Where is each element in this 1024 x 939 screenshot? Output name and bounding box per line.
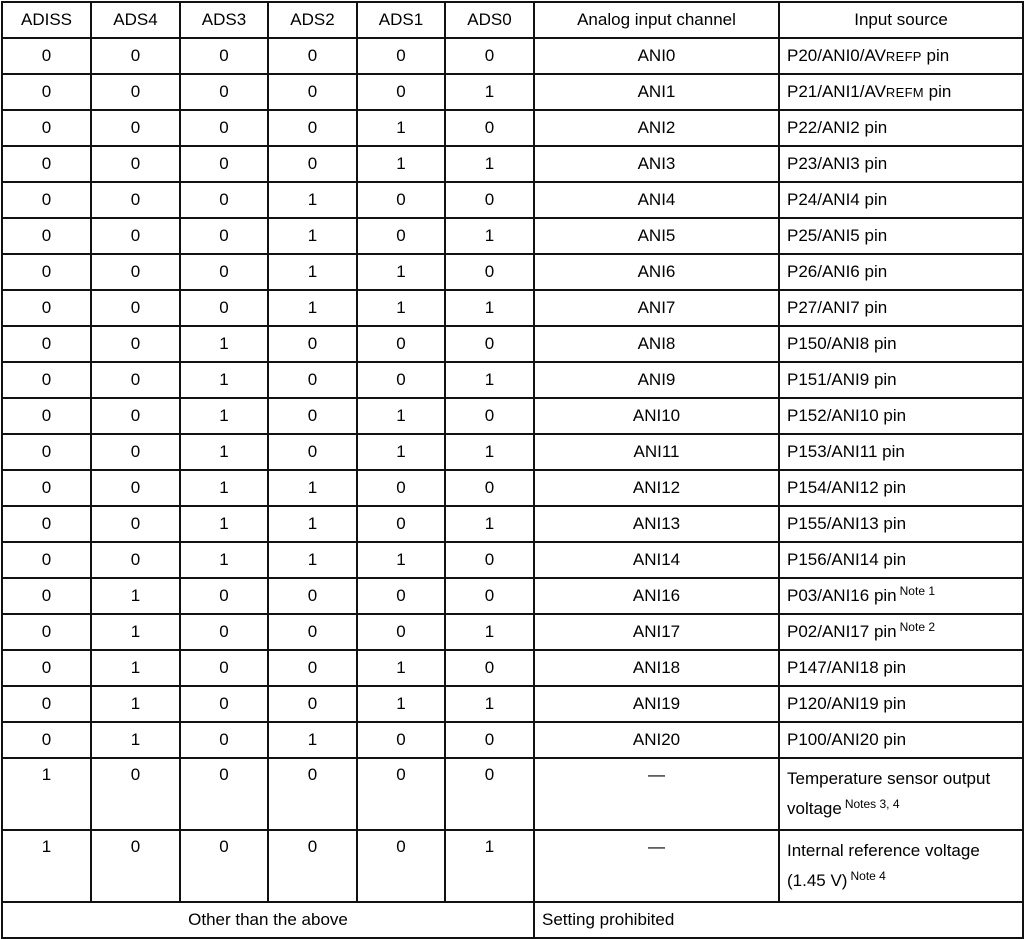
input-source-subscript-text: REFM xyxy=(885,85,924,100)
input-source-text: P20/ANI0/AV xyxy=(787,46,886,65)
bit-cell: 0 xyxy=(91,38,180,74)
input-source-cell xyxy=(779,182,1023,218)
bit-cell: 1 xyxy=(180,326,268,362)
bit-cell: 0 xyxy=(91,434,180,470)
input-source-cell xyxy=(779,398,1023,434)
input-source-text: P03/ANI16 pin xyxy=(787,586,897,605)
bit-cell: 1 xyxy=(357,434,445,470)
table-row xyxy=(2,38,1023,74)
input-source-text: P27/ANI7 pin xyxy=(787,298,888,317)
bit-cell: 1 xyxy=(268,218,357,254)
table-row xyxy=(2,254,1023,290)
channel-cell: — xyxy=(534,758,779,830)
table-row xyxy=(2,146,1023,182)
table-row xyxy=(2,110,1023,146)
header-analog-input-channel: Analog input channel xyxy=(534,2,779,38)
bit-cell: 1 xyxy=(180,470,268,506)
bit-cell: 1 xyxy=(91,650,180,686)
bit-cell: 0 xyxy=(180,290,268,326)
bit-cell: 0 xyxy=(2,74,91,110)
bit-cell: 0 xyxy=(268,38,357,74)
input-source-text: P154/ANI12 pin xyxy=(787,478,907,497)
bit-cell: 0 xyxy=(445,182,534,218)
bit-cell: 0 xyxy=(268,830,357,902)
channel-cell: ANI8 xyxy=(534,326,779,362)
bit-cell: 0 xyxy=(91,254,180,290)
bit-cell: 0 xyxy=(180,830,268,902)
table-row xyxy=(2,614,1023,650)
input-source-text: Temperature sensor output voltage xyxy=(787,769,991,818)
table-row xyxy=(2,722,1023,758)
input-source-cell xyxy=(779,434,1023,470)
input-source-text: P152/ANI10 pin xyxy=(787,406,907,425)
input-source-cell xyxy=(779,254,1023,290)
bit-cell: 0 xyxy=(91,830,180,902)
table-row xyxy=(2,650,1023,686)
bit-cell: 0 xyxy=(357,74,445,110)
bit-cell: 0 xyxy=(2,722,91,758)
bit-cell: 1 xyxy=(268,722,357,758)
table-row xyxy=(2,218,1023,254)
table-row xyxy=(2,506,1023,542)
bit-cell: 0 xyxy=(2,290,91,326)
header-ads1: ADS1 xyxy=(357,2,445,38)
header-ads3: ADS3 xyxy=(180,2,268,38)
input-source-suffix-text: pin xyxy=(923,82,952,101)
bit-cell: 1 xyxy=(91,578,180,614)
bit-cell: 0 xyxy=(445,398,534,434)
input-source-text: P02/ANI17 pin xyxy=(787,622,897,641)
header-row xyxy=(2,2,1023,38)
bit-cell: 0 xyxy=(2,506,91,542)
bit-cell: 1 xyxy=(445,830,534,902)
bit-cell: 0 xyxy=(2,182,91,218)
channel-cell: ANI10 xyxy=(534,398,779,434)
bit-cell: 1 xyxy=(357,146,445,182)
bit-cell: 0 xyxy=(357,182,445,218)
bit-cell: 0 xyxy=(268,362,357,398)
bit-cell: 1 xyxy=(268,290,357,326)
bit-cell: 0 xyxy=(180,218,268,254)
input-source-cell xyxy=(779,74,1023,110)
bit-cell: 0 xyxy=(445,542,534,578)
input-source-cell xyxy=(779,578,1023,614)
bit-cell: 0 xyxy=(180,686,268,722)
bit-cell: 0 xyxy=(2,470,91,506)
bit-cell: 0 xyxy=(445,110,534,146)
input-source-text: P150/ANI8 pin xyxy=(787,334,897,353)
input-source-cell xyxy=(779,38,1023,74)
bit-cell: 0 xyxy=(91,74,180,110)
channel-cell: ANI18 xyxy=(534,650,779,686)
bit-cell: 1 xyxy=(357,650,445,686)
input-source-text: P155/ANI13 pin xyxy=(787,514,907,533)
bit-cell: 0 xyxy=(2,614,91,650)
bit-cell: 0 xyxy=(2,686,91,722)
input-source-cell xyxy=(779,290,1023,326)
bit-cell: 1 xyxy=(2,758,91,830)
bit-cell: 0 xyxy=(180,110,268,146)
channel-cell: ANI17 xyxy=(534,614,779,650)
bit-cell: 0 xyxy=(180,38,268,74)
bit-cell: 0 xyxy=(268,146,357,182)
table-row xyxy=(2,326,1023,362)
bit-cell: 1 xyxy=(180,506,268,542)
channel-cell: ANI11 xyxy=(534,434,779,470)
bit-cell: 0 xyxy=(445,470,534,506)
bit-cell: 0 xyxy=(2,362,91,398)
bit-cell: 0 xyxy=(445,722,534,758)
bit-cell: 1 xyxy=(180,434,268,470)
bit-cell: 0 xyxy=(91,146,180,182)
channel-cell: ANI16 xyxy=(534,578,779,614)
bit-cell: 0 xyxy=(2,434,91,470)
bit-cell: 0 xyxy=(2,578,91,614)
bit-cell: 1 xyxy=(357,542,445,578)
bit-cell: 1 xyxy=(268,182,357,218)
table-row xyxy=(2,362,1023,398)
bit-cell: 0 xyxy=(357,578,445,614)
bit-cell: 0 xyxy=(445,254,534,290)
input-source-text: P24/ANI4 pin xyxy=(787,190,888,209)
table-row xyxy=(2,542,1023,578)
table-row xyxy=(2,758,1023,830)
note-reference: Note 4 xyxy=(850,869,886,883)
bit-cell: 0 xyxy=(180,578,268,614)
header-input-source: Input source xyxy=(779,2,1023,38)
bit-cell: 0 xyxy=(268,398,357,434)
bit-cell: 0 xyxy=(91,398,180,434)
channel-cell: ANI2 xyxy=(534,110,779,146)
channel-cell: ANI12 xyxy=(534,470,779,506)
note-reference: Note 2 xyxy=(899,620,935,634)
bit-cell: 1 xyxy=(445,218,534,254)
bit-cell: 1 xyxy=(357,110,445,146)
bit-cell: 0 xyxy=(268,434,357,470)
bit-cell: 0 xyxy=(357,470,445,506)
channel-cell: ANI5 xyxy=(534,218,779,254)
bit-cell: 0 xyxy=(180,74,268,110)
bit-cell: 0 xyxy=(180,758,268,830)
bit-cell: 0 xyxy=(180,254,268,290)
input-source-text: P153/ANI11 pin xyxy=(787,442,905,461)
input-source-text: P26/ANI6 pin xyxy=(787,262,888,281)
table-row xyxy=(2,290,1023,326)
table-row xyxy=(2,182,1023,218)
channel-cell: ANI1 xyxy=(534,74,779,110)
bit-cell: 0 xyxy=(2,398,91,434)
bit-cell: 0 xyxy=(180,722,268,758)
bit-cell: 0 xyxy=(268,614,357,650)
bit-cell: 1 xyxy=(91,686,180,722)
bit-cell: 0 xyxy=(357,614,445,650)
bit-cell: 0 xyxy=(357,218,445,254)
input-source-cell xyxy=(779,650,1023,686)
bit-cell: 0 xyxy=(91,506,180,542)
bit-cell: 0 xyxy=(357,326,445,362)
bit-cell: 0 xyxy=(2,542,91,578)
bit-cell: 0 xyxy=(2,146,91,182)
input-source-text: P23/ANI3 pin xyxy=(787,154,888,173)
bit-cell: 1 xyxy=(357,686,445,722)
input-source-text: P22/ANI2 pin xyxy=(787,118,888,137)
header-adiss: ADISS xyxy=(2,2,91,38)
bit-cell: 1 xyxy=(445,146,534,182)
bit-cell: 0 xyxy=(445,758,534,830)
channel-cell: ANI3 xyxy=(534,146,779,182)
bit-cell: 0 xyxy=(445,326,534,362)
bit-cell: 0 xyxy=(91,182,180,218)
channel-cell: ANI4 xyxy=(534,182,779,218)
bit-cell: 0 xyxy=(357,38,445,74)
bit-cell: 1 xyxy=(180,398,268,434)
input-source-suffix-text: pin xyxy=(921,46,950,65)
bit-cell: 0 xyxy=(357,758,445,830)
bit-cell: 0 xyxy=(2,38,91,74)
bit-cell: 0 xyxy=(2,218,91,254)
bit-cell: 0 xyxy=(91,758,180,830)
bit-cell: 0 xyxy=(2,254,91,290)
input-source-text: P100/ANI20 pin xyxy=(787,730,907,749)
bit-cell: 0 xyxy=(2,650,91,686)
input-source-cell xyxy=(779,110,1023,146)
bit-cell: 0 xyxy=(357,722,445,758)
table-row xyxy=(2,830,1023,902)
table-row xyxy=(2,686,1023,722)
bit-cell: 0 xyxy=(180,146,268,182)
input-source-text: P147/ANI18 pin xyxy=(787,658,907,677)
input-source-subscript-text: REFP xyxy=(885,49,922,64)
channel-cell: ANI7 xyxy=(534,290,779,326)
footer-prohibited-cell: Setting prohibited xyxy=(534,902,1023,938)
bit-cell: 0 xyxy=(180,614,268,650)
bit-cell: 0 xyxy=(91,542,180,578)
channel-cell: ANI19 xyxy=(534,686,779,722)
bit-cell: 1 xyxy=(180,362,268,398)
channel-cell: ANI14 xyxy=(534,542,779,578)
header-ads4: ADS4 xyxy=(91,2,180,38)
channel-cell: — xyxy=(534,830,779,902)
bit-cell: 0 xyxy=(268,326,357,362)
input-source-text: P151/ANI9 pin xyxy=(787,370,897,389)
bit-cell: 1 xyxy=(91,614,180,650)
bit-cell: 0 xyxy=(180,650,268,686)
bit-cell: 0 xyxy=(2,326,91,362)
bit-cell: 1 xyxy=(445,290,534,326)
table-row xyxy=(2,434,1023,470)
footer-row xyxy=(2,902,1023,938)
bit-cell: 0 xyxy=(445,650,534,686)
bit-cell: 0 xyxy=(268,758,357,830)
header-ads0: ADS0 xyxy=(445,2,534,38)
bit-cell: 0 xyxy=(357,830,445,902)
bit-cell: 0 xyxy=(2,110,91,146)
input-source-cell xyxy=(779,542,1023,578)
bit-cell: 1 xyxy=(2,830,91,902)
note-reference: Notes 3, 4 xyxy=(844,797,900,811)
input-source-text: P156/ANI14 pin xyxy=(787,550,907,569)
bit-cell: 1 xyxy=(180,542,268,578)
input-source-text: P25/ANI5 pin xyxy=(787,226,888,245)
bit-cell: 0 xyxy=(445,578,534,614)
bit-cell: 0 xyxy=(180,182,268,218)
bit-cell: 0 xyxy=(357,506,445,542)
bit-cell: 1 xyxy=(445,434,534,470)
bit-cell: 0 xyxy=(91,290,180,326)
input-source-cell xyxy=(779,362,1023,398)
table-row xyxy=(2,398,1023,434)
bit-cell: 0 xyxy=(91,470,180,506)
channel-cell: ANI9 xyxy=(534,362,779,398)
header-ads2: ADS2 xyxy=(268,2,357,38)
bit-cell: 1 xyxy=(445,686,534,722)
table-row xyxy=(2,74,1023,110)
input-source-cell xyxy=(779,326,1023,362)
input-source-cell xyxy=(779,758,1023,830)
bit-cell: 1 xyxy=(357,254,445,290)
bit-cell: 0 xyxy=(268,578,357,614)
bit-cell: 1 xyxy=(445,614,534,650)
table-row xyxy=(2,578,1023,614)
bit-cell: 1 xyxy=(445,362,534,398)
bit-cell: 0 xyxy=(268,650,357,686)
bit-cell: 0 xyxy=(91,362,180,398)
bit-cell: 0 xyxy=(268,110,357,146)
bit-cell: 1 xyxy=(357,398,445,434)
bit-cell: 1 xyxy=(268,470,357,506)
input-source-text: P120/ANI19 pin xyxy=(787,694,907,713)
channel-cell: ANI20 xyxy=(534,722,779,758)
input-source-text: P21/ANI1/AV xyxy=(787,82,886,101)
input-source-cell xyxy=(779,218,1023,254)
bit-cell: 0 xyxy=(357,362,445,398)
input-source-cell xyxy=(779,830,1023,902)
channel-cell: ANI13 xyxy=(534,506,779,542)
bit-cell: 0 xyxy=(445,38,534,74)
analog-input-selection-table xyxy=(1,1,1024,939)
bit-cell: 0 xyxy=(91,110,180,146)
bit-cell: 1 xyxy=(91,722,180,758)
bit-cell: 0 xyxy=(91,326,180,362)
input-source-cell xyxy=(779,506,1023,542)
input-source-cell xyxy=(779,722,1023,758)
bit-cell: 0 xyxy=(91,218,180,254)
bit-cell: 1 xyxy=(268,506,357,542)
channel-cell: ANI6 xyxy=(534,254,779,290)
bit-cell: 1 xyxy=(268,254,357,290)
channel-cell: ANI0 xyxy=(534,38,779,74)
input-source-text: Internal reference voltage (1.45 V) xyxy=(787,841,980,890)
bit-cell: 1 xyxy=(268,542,357,578)
footer-other-cell: Other than the above xyxy=(2,902,534,938)
note-reference: Note 1 xyxy=(899,584,935,598)
bit-cell: 1 xyxy=(445,74,534,110)
bit-cell: 0 xyxy=(268,686,357,722)
input-source-cell xyxy=(779,614,1023,650)
bit-cell: 1 xyxy=(357,290,445,326)
input-source-cell xyxy=(779,686,1023,722)
bit-cell: 0 xyxy=(268,74,357,110)
bit-cell: 1 xyxy=(445,506,534,542)
table-row xyxy=(2,470,1023,506)
input-source-cell xyxy=(779,146,1023,182)
input-source-cell xyxy=(779,470,1023,506)
